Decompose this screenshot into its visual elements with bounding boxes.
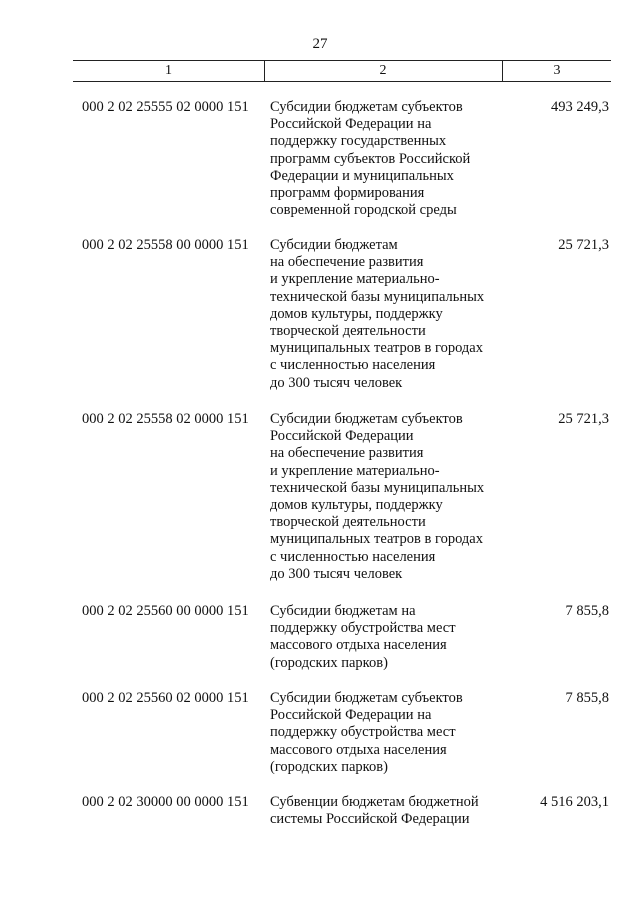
description-line: на обеспечение развития — [270, 254, 424, 271]
row-code: 000 2 02 30000 00 0000 151 — [82, 794, 249, 810]
description-line: Федерации и муниципальных — [270, 167, 454, 184]
description-line: программ субъектов Российской — [270, 150, 471, 167]
description-line: творческой деятельности — [270, 514, 426, 531]
description-line: Субсидии бюджетам субъектов — [270, 690, 463, 706]
row-amount: 7 855,8 — [565, 690, 609, 706]
row-code: 000 2 02 25555 02 0000 151 — [82, 99, 249, 115]
row-description — [270, 794, 510, 828]
description-line: домов культуры, поддержку — [270, 497, 443, 514]
header-col-3: 3 — [553, 63, 561, 78]
description-line: до 300 тысяч человек — [270, 374, 403, 391]
description-line: технической базы муниципальных — [270, 288, 485, 305]
description-line: Субсидии бюджетам субъектов — [270, 411, 463, 427]
row-code: 000 2 02 25560 00 0000 151 — [82, 603, 249, 619]
description-line: и укрепление материально- — [270, 271, 440, 288]
description-line: Субсидии бюджетам — [270, 237, 398, 253]
row-code: 000 2 02 25558 02 0000 151 — [82, 411, 249, 427]
description-line: программ формирования — [270, 185, 425, 202]
description-line: Российской Федерации на — [270, 116, 432, 133]
row-amount: 25 721,3 — [558, 237, 609, 253]
description-line: с численностью населения — [270, 548, 436, 565]
row-description — [270, 690, 510, 776]
description-line: творческой деятельности — [270, 323, 426, 340]
description-line: с численностью населения — [270, 357, 436, 374]
description-line: поддержку государственных — [270, 133, 447, 150]
description-line: массового отдыха населения — [270, 741, 447, 758]
description-line: Российской Федерации на — [270, 707, 432, 724]
page-number: 27 — [312, 36, 328, 52]
description-line: муниципальных театров в городах — [270, 531, 483, 548]
description-line: (городских парков) — [270, 654, 388, 671]
row-amount: 7 855,8 — [565, 603, 609, 619]
row-amount: 25 721,3 — [558, 411, 609, 427]
description-line: до 300 тысяч человек — [270, 565, 403, 582]
header-col-2: 2 — [264, 61, 503, 81]
header-col-1: 1 — [73, 61, 265, 81]
description-line: системы Российской Федерации — [270, 811, 470, 828]
description-line: Субвенции бюджетам бюджетной — [270, 794, 479, 810]
description-line: и укрепление материально- — [270, 462, 440, 479]
description-line: муниципальных театров в городах — [270, 340, 483, 357]
description-line: массового отдыха населения — [270, 637, 447, 654]
description-line: домов культуры, поддержку — [270, 305, 443, 322]
description-line: Субсидии бюджетам на — [270, 603, 416, 619]
description-line: Субсидии бюджетам субъектов — [270, 99, 463, 115]
description-line: поддержку обустройства мест — [270, 620, 456, 637]
description-line: технической базы муниципальных — [270, 479, 485, 496]
description-line: поддержку обустройства мест — [270, 724, 456, 741]
row-description — [270, 99, 510, 219]
row-amount: 4 516 203,1 — [540, 794, 609, 810]
row-code: 000 2 02 25558 00 0000 151 — [82, 237, 249, 253]
table-header — [73, 60, 611, 82]
description-line: современной городской среды — [270, 202, 457, 219]
row-amount: 493 249,3 — [551, 99, 609, 115]
description-line: Российской Федерации — [270, 428, 414, 445]
description-line: на обеспечение развития — [270, 445, 424, 462]
row-code: 000 2 02 25560 02 0000 151 — [82, 690, 249, 706]
row-description — [270, 411, 510, 583]
row-description — [270, 603, 510, 672]
row-description — [270, 237, 510, 392]
description-line: (городских парков) — [270, 758, 388, 775]
